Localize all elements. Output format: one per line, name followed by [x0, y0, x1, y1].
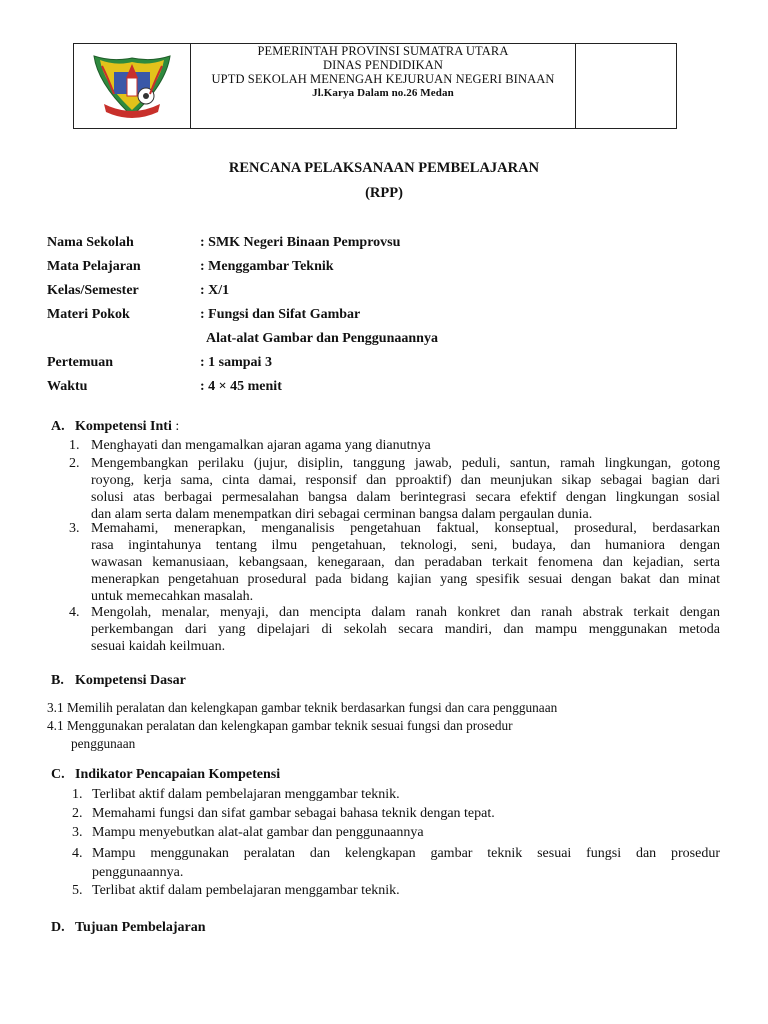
- identity-label: Mata Pelajaran: [47, 259, 141, 274]
- list-line: perkembangan dari yang dipelajari di sekolah secara mandiri, dan mampu menggunakan metoda: [91, 622, 720, 637]
- list-line: untuk memecahkan masalah.: [91, 589, 254, 604]
- identity-value: : X/1: [200, 283, 230, 298]
- identity-label: Kelas/Semester: [47, 283, 139, 298]
- list-line: Terlibat aktif dalam pembelajaran menggambar teknik.: [92, 883, 400, 898]
- section-b-heading: [51, 673, 186, 689]
- letterhead-line-1: PEMERINTAH PROVINSI SUMATRA UTARA: [257, 44, 509, 58]
- kd-item-4-1: 4.1 Menggunakan peralatan dan kelengkapan gambar teknik sesuai fungsi dan prosedur: [47, 718, 513, 733]
- document-title: RENCANA PELAKSANAAN PEMBELAJARAN: [228, 160, 540, 176]
- list-line: Terlibat aktif dalam pembelajaran menggambar teknik.: [92, 787, 400, 802]
- list-number: 4.: [72, 846, 83, 861]
- list-line: royong, kerja sama, cinta damai, responsif dan pproaktif) dan meunjukan sikap sebagai bagian dari: [91, 473, 720, 488]
- list-line: penggunaannya.: [92, 865, 184, 880]
- section-a-heading: [51, 419, 179, 435]
- list-line: Memahami fungsi dan sifat gambar sebagai bahasa teknik dengan tepat.: [92, 806, 495, 821]
- list-line: Mengembangkan perilaku (jujur, disiplin, tanggung jawab, peduli, santun, ramah lingkungan, gotong: [91, 456, 720, 471]
- section-title: Kompetensi Dasar: [75, 673, 186, 688]
- list-number: 2.: [69, 456, 80, 471]
- letterhead-logo-cell: [74, 44, 191, 128]
- identity-value: : Fungsi dan Sifat Gambar: [200, 307, 361, 322]
- section-title: Tujuan Pembelajaran: [75, 920, 206, 935]
- list-line: solusi atas berbagai permesalahan bangsa dalam berintegrasi secara efektif dengan lingkungan sosial: [91, 490, 720, 505]
- list-line: Mampu menggunakan peralatan dan kelengkapan gambar teknik sesuai fungsi dan prosedur: [92, 846, 720, 861]
- identity-value: Alat-alat Gambar dan Penggunaannya: [206, 331, 438, 346]
- list-number: 3.: [69, 521, 80, 536]
- list-number: 1.: [69, 438, 80, 453]
- identity-value: : SMK Negeri Binaan Pemprovsu: [200, 235, 401, 250]
- list-line: menerapkan pengetahuan prosedural pada bidang kajian yang spesifik sesuai dengan bakat dan minat: [91, 572, 720, 587]
- identity-label: Waktu: [47, 379, 88, 394]
- list-number: 3.: [72, 825, 83, 840]
- section-letter: D.: [51, 920, 65, 935]
- section-d-heading: [51, 920, 206, 936]
- kd-item-3-1: 3.1 Memilih peralatan dan kelengkapan gambar teknik berdasarkan fungsi dan cara penggunaan: [47, 700, 558, 715]
- identity-value: : Menggambar Teknik: [200, 259, 334, 274]
- list-number: 2.: [72, 806, 83, 821]
- section-title: Indikator Pencapaian Kompetensi: [75, 767, 281, 782]
- kd-item-4-1-cont: penggunaan: [71, 736, 136, 751]
- section-colon: :: [171, 419, 180, 434]
- section-title: Kompetensi Inti: [75, 419, 172, 434]
- list-line: rasa ingintahunya tentang ilmu pengetahuan, teknologi, seni, budaya, dan humaniora dengan: [91, 538, 720, 553]
- identity-value: : 1 sampai 3: [200, 355, 272, 370]
- list-line: Mampu menyebutkan alat-alat gambar dan penggunaannya: [92, 825, 424, 840]
- list-line: Mengolah, menalar, menyaji, dan mencipta dalam ranah konkret dan ranah abstrak terkait dengan: [91, 605, 720, 620]
- identity-value: : 4 × 45 menit: [200, 379, 282, 394]
- list-line: Menghayati dan mengamalkan ajaran agama yang dianutnya: [91, 438, 431, 453]
- list-line: Memahami, menerapkan, menganalisis pengetahuan faktual, konseptual, prosedural, berdasarkan: [91, 521, 720, 536]
- letterhead-address: Jl.Karya Dalam no.26 Medan: [312, 87, 454, 99]
- document-subtitle: (RPP): [365, 185, 403, 201]
- identity-label: Pertemuan: [47, 355, 114, 370]
- letterhead-text: [191, 44, 576, 128]
- provincial-emblem-icon: [74, 44, 190, 128]
- section-letter: C.: [51, 767, 65, 782]
- section-letter: B.: [51, 673, 64, 688]
- identity-label: Nama Sekolah: [47, 235, 134, 250]
- section-letter: A.: [51, 419, 65, 434]
- list-line: dan alam serta dalam menempatkan diri sebagai cerminan bangsa dalam pergaulan dunia.: [91, 507, 593, 522]
- list-number: 1.: [72, 787, 83, 802]
- letterhead: [73, 43, 677, 129]
- list-number: 4.: [69, 605, 80, 620]
- list-line: sesuai kaidah keilmuan.: [91, 639, 226, 654]
- list-line: wawasan kemanusiaan, kebangsaan, kenegaraan, dan peradaban terkait fenomena dan kejadian, serta: [91, 555, 720, 570]
- section-c-heading: [51, 767, 280, 783]
- letterhead-line-3: UPTD SEKOLAH MENENGAH KEJURUAN NEGERI BINAAN: [211, 72, 555, 86]
- identity-label: Materi Pokok: [47, 307, 130, 322]
- list-number: 5.: [72, 883, 83, 898]
- letterhead-line-2: DINAS PENDIDIKAN: [323, 58, 443, 72]
